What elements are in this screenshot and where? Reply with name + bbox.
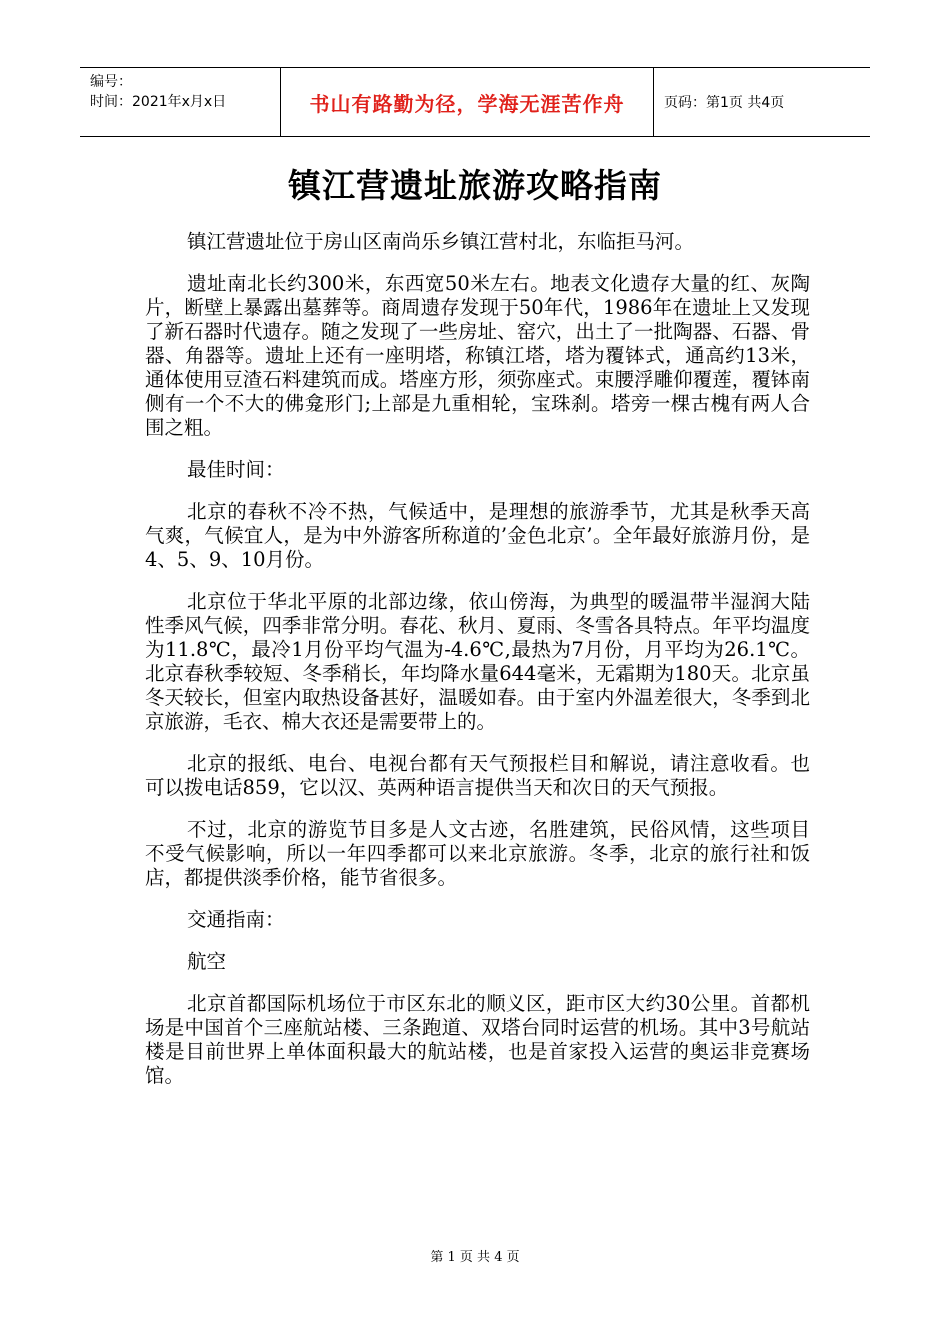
paragraph: 最佳时间： [187, 458, 285, 481]
paragraph: 北京的春秋不冷不热，气候适中，是理想的旅游季节，尤其是秋季天高气爽，气候宜人，是为中外游客所称道的’金色北京’。全年最好旅游月份，是4、5、9、10月份。 [145, 500, 810, 571]
paragraph: 镇江营遗址位于房山区南尚乐乡镇江营村北，东临拒马河。 [187, 230, 695, 253]
header-meta [80, 68, 280, 136]
paragraph: 航空 [187, 950, 227, 973]
header-page-info: 页码：第1页 共4页 [664, 95, 785, 111]
document-body [145, 230, 810, 1106]
paragraph: 交通指南： [187, 908, 285, 931]
paragraph: 不过，北京的游览节目多是人文古迹，名胜建筑，民俗风情，这些项目不受气候影响，所以一年四季都可以来北京旅游。冬季，北京的旅行社和饭店，都提供淡季价格，能节省很多。 [145, 818, 810, 889]
paragraph: 遗址南北长约300米，东西宽50米左右。地表文化遗存大量的红、灰陶片，断壁上暴露出墓葬等。商周遗存发现于50年代，1986年在遗址上又发现了新石器时代遗存。随之发现了一些房址、窑穴，出土了一批陶器、石器、骨器、角器等。遗址上还有一座明塔，称镇江塔，塔为覆钵式，通高约13米，通体使用豆渣石料建筑而成。塔座方形，须弥座式。束腰浮雕仰覆莲，覆钵南侧有一个不大的佛龛形门;上部是九重相轮，宝珠刹。塔旁一棵古槐有两人合围之粗。 [145, 272, 810, 439]
paragraph: 北京位于华北平原的北部边缘，依山傍海，为典型的暖温带半湿润大陆性季风气候，四季非常分明。春花、秋月、夏雨、冬雪各具特点。年平均温度为11.8℃，最冷1月份平均气温为-4.6℃,最热为7月份，月平均为26.1℃。北京春秋季较短、冬季稍长，年均降水量644毫米，无霜期为180天。北京虽冬天较长，但室内取热设备甚好，温暖如春。由于室内外温差很大，冬季到北京旅游，毛衣、棉大衣还是需要带上的。 [145, 590, 810, 733]
time-label: 时间：2021年x月x日 [90, 94, 227, 110]
paragraph: 北京的报纸、电台、电视台都有天气预报栏目和解说，请注意收看。也可以拨电话859，它以汉、英两种语言提供当天和次日的天气预报。 [145, 752, 810, 799]
paragraph: 北京首都国际机场位于市区东北的顺义区，距市区大约30公里。首都机场是中国首个三座航站楼、三条跑道、双塔台同时运营的机场。其中3号航站楼是目前世界上单体面积最大的航站楼，也是首家投入运营的奥运非竞赛场馆。 [145, 992, 810, 1087]
header-motto: 书山有路勤为径，学海无涯苦作舟 [280, 68, 654, 136]
document-header [80, 67, 870, 137]
number-label: 编号： [90, 74, 132, 90]
document-title: 镇江营遗址旅游攻略指南 [288, 166, 662, 205]
page-footer: 第 1 页 共 4 页 [430, 1250, 520, 1265]
